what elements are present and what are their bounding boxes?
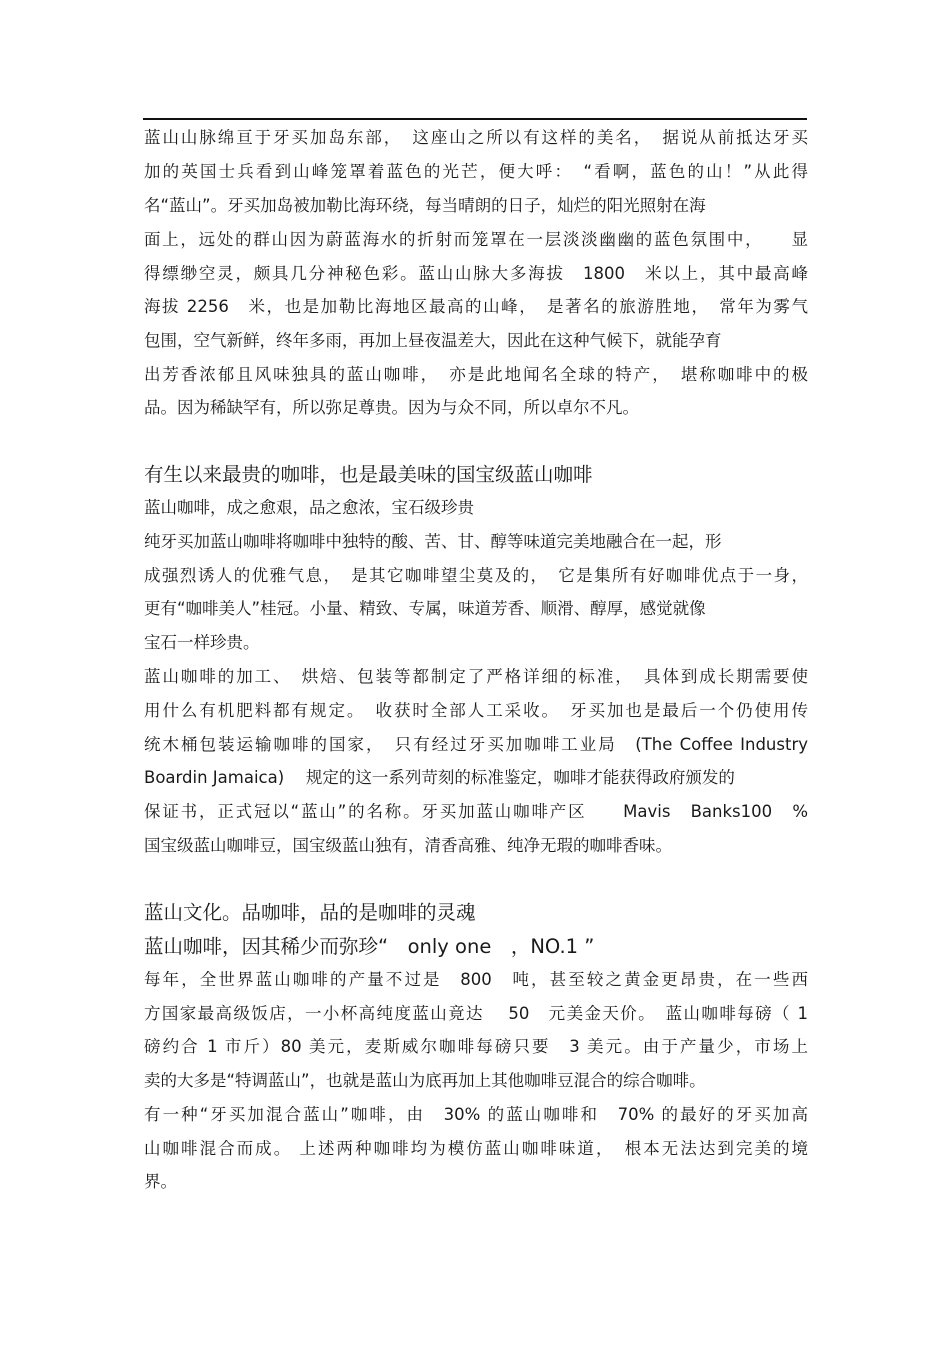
text-line: 得缥缈空灵，颇具几分神秘色彩。蓝山山脉大多海拔 1800 米以上，其中最高峰: [144, 264, 808, 283]
text-line: 方国家最高级饭店，一小杯高纯度蓝山竟达 50 元美金天价。 蓝山咖啡每磅（ 1: [144, 1004, 808, 1023]
text-line: 卖的大多是“特调蓝山”，也就是蓝山为底再加上其他咖啡豆混合的综合咖啡。: [144, 1071, 706, 1090]
text-line: 蓝山山脉绵亘于牙买加岛东部， 这座山之所以有这样的美名， 据说从前抵达牙买: [144, 128, 808, 147]
section-heading: 有生以来最贵的咖啡，也是最美味的国宝级蓝山咖啡: [144, 463, 593, 486]
text-line: 国宝级蓝山咖啡豆，国宝级蓝山独有，清香高雅、纯净无瑕的咖啡香味。: [144, 836, 672, 855]
text-line: 蓝山咖啡，成之愈艰，品之愈浓，宝石级珍贵: [144, 498, 474, 517]
text-line: 海拔 2256 米，也是加勒比海地区最高的山峰， 是著名的旅游胜地， 常年为雾气: [144, 297, 808, 316]
text-line: 出芳香浓郁且风味独具的蓝山咖啡， 亦是此地闻名全球的特产， 堪称咖啡中的极: [144, 365, 808, 384]
text-line: 山咖啡混合而成。 上述两种咖啡均为模仿蓝山咖啡味道， 根本无法达到完美的境: [144, 1139, 808, 1158]
text-line: 每年，全世界蓝山咖啡的产量不过是 800 吨，甚至较之黄金更昂贵，在一些西: [144, 970, 808, 989]
text-line: 纯牙买加蓝山咖啡将咖啡中独特的酸、苦、甘、醇等味道完美地融合在一起，形: [144, 532, 722, 551]
text-line: 更有“咖啡美人”桂冠。小量、精致、专属，味道芳香、顺滑、醇厚，感觉就像: [144, 599, 706, 618]
section-subheading: 蓝山咖啡，因其稀少而弥珍“ only one ，NO.1 ”: [144, 935, 595, 958]
text-line: 成强烈诱人的优雅气息， 是其它咖啡望尘莫及的， 它是集所有好咖啡优点于一身，: [144, 566, 808, 585]
text-line: 加的英国士兵看到山峰笼罩着蓝色的光芒，便大呼： “看啊，蓝色的山！”从此得: [144, 162, 808, 181]
header-rule: [143, 118, 807, 120]
text-line: 名“蓝山”。牙买加岛被加勒比海环绕，每当晴朗的日子，灿烂的阳光照射在海: [144, 196, 706, 215]
text-line: 有一种“牙买加混合蓝山”咖啡，由 30% 的蓝山咖啡和 70% 的最好的牙买加高: [144, 1105, 808, 1124]
text-line: 包围，空气新鲜，终年多雨，再加上昼夜温差大，因此在这种气候下，就能孕育: [144, 331, 722, 350]
text-line: Boardin Jamaica) 规定的这一系列苛刻的标准鉴定，咖啡才能获得政府颁发的: [144, 768, 735, 787]
text-line: 统木桶包装运输咖啡的国家， 只有经过牙买加咖啡工业局 (The Coffee Industry: [144, 735, 808, 754]
section-heading: 蓝山文化。品咖啡，品的是咖啡的灵魂: [144, 901, 476, 924]
text-line: 蓝山咖啡的加工、 烘焙、包装等都制定了严格详细的标准， 具体到成长期需要使: [144, 667, 808, 686]
text-line: 磅约合 1 市斤）80 美元，麦斯威尔咖啡每磅只要 3 美元。由于产量少，市场上: [144, 1037, 808, 1056]
text-line: 品。因为稀缺罕有，所以弥足尊贵。因为与众不同，所以卓尔不凡。: [144, 398, 639, 417]
text-line: 用什么有机肥料都有规定。 收获时全部人工采收。 牙买加也是最后一个仍使用传: [144, 701, 808, 720]
text-line: 面上，远处的群山因为蔚蓝海水的折射而笼罩在一层淡淡幽幽的蓝色氛围中， 显: [144, 230, 808, 249]
text-line: 界。: [144, 1172, 177, 1191]
text-line: 保证书，正式冠以“蓝山”的名称。牙买加蓝山咖啡产区 Mavis Banks100 %: [144, 802, 808, 821]
text-line: 宝石一样珍贵。: [144, 633, 260, 652]
